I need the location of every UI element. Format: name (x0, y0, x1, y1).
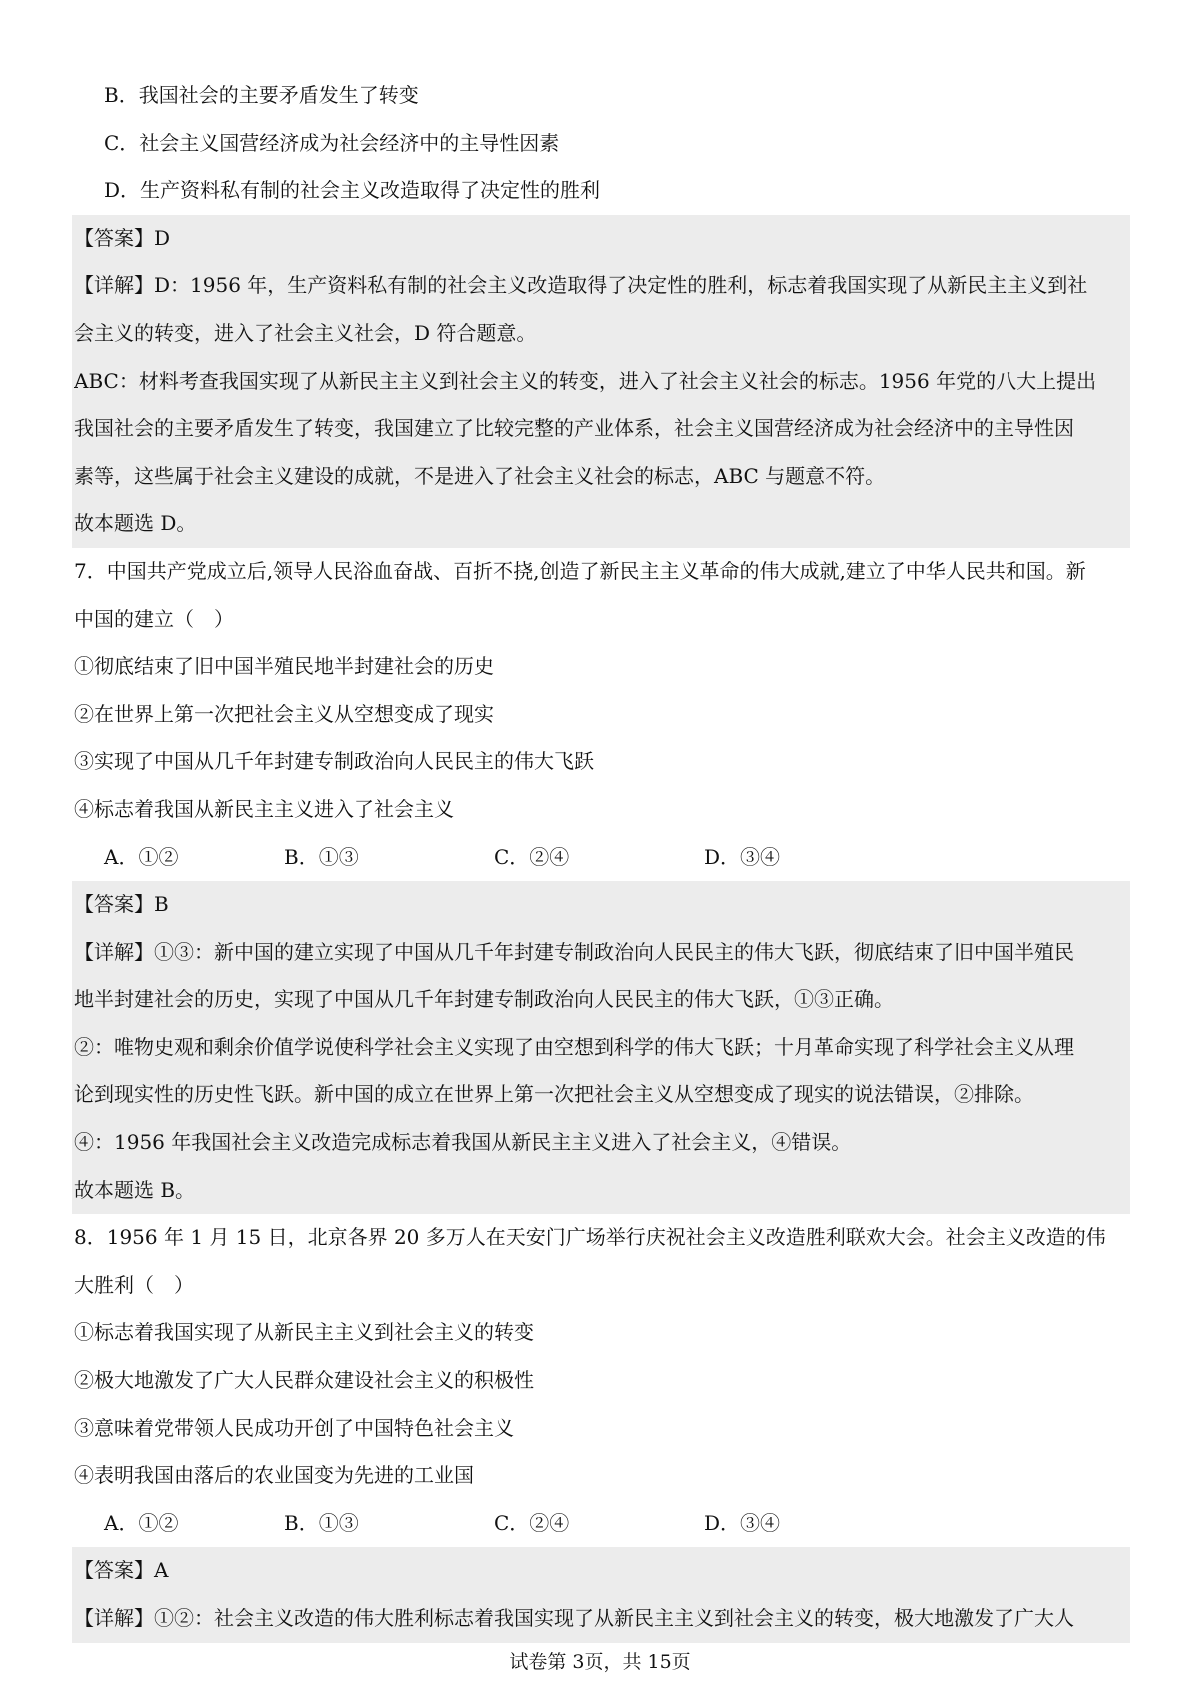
q7-detail-line: 故本题选 B。 (74, 1177, 196, 1202)
q6-answer: 【答案】D (74, 225, 171, 250)
q8-choice-c: C．②④ (494, 1510, 570, 1535)
q7-detail-line: 【详解】①③：新中国的建立实现了中国从几千年封建专制政治向人民民主的伟大飞跃，彻底结束了旧中国半殖民 (74, 939, 1074, 964)
q8-item: ④表明我国由落后的农业国变为先进的工业国 (74, 1463, 474, 1488)
q7-choice-a: A．①② (104, 844, 179, 869)
q7-item: ④标志着我国从新民主主义进入了社会主义 (74, 796, 454, 821)
q7-item: ③实现了中国从几千年封建专制政治向人民民主的伟大飞跃 (74, 749, 594, 774)
q7-answer: 【答案】B (74, 892, 169, 917)
q6-answer-block (72, 215, 1130, 548)
q8-stem: 大胜利（ ） (74, 1272, 194, 1297)
page-footer: 试卷第 3页，共 15页 (509, 1651, 691, 1673)
q7-item: ①彻底结束了旧中国半殖民地半封建社会的历史 (74, 654, 494, 679)
q6-detail-line: 我国社会的主要矛盾发生了转变，我国建立了比较完整的产业体系，社会主义国营经济成为社会经济中的主导性因 (74, 416, 1074, 441)
q7-detail-line: 论到现实性的历史性飞跃。新中国的成立在世界上第一次把社会主义从空想变成了现实的说法错误，②排除。 (74, 1082, 1034, 1107)
q7-choice-b: B．①③ (284, 844, 359, 869)
q7-choices (74, 834, 1130, 882)
q7-choice-c: C．②④ (494, 844, 570, 869)
q8-item: ③意味着党带领人民成功开创了中国特色社会主义 (74, 1415, 514, 1440)
q8-stem: 8．1956 年 1 月 15 日，北京各界 20 多万人在天安门广场举行庆祝社会主义改造胜利联欢大会。社会主义改造的伟 (74, 1225, 1106, 1250)
q8-choice-d: D．③④ (704, 1510, 781, 1535)
q7-detail-line: ②：唯物史观和剩余价值学说使科学社会主义实现了由空想到科学的伟大飞跃；十月革命实现了科学社会主义从理 (74, 1034, 1074, 1059)
q6-option-b: B．我国社会的主要矛盾发生了转变 (104, 83, 419, 107)
q6-detail-line: ABC：材料考查我国实现了从新民主主义到社会主义的转变，进入了社会主义社会的标志。1956 年党的八大上提出 (74, 368, 1097, 393)
q8-item: ②极大地激发了广大人民群众建设社会主义的积极性 (74, 1368, 534, 1393)
q8-item: ①标志着我国实现了从新民主主义到社会主义的转变 (74, 1320, 534, 1345)
q6-detail-line: 会主义的转变，进入了社会主义社会，D 符合题意。 (74, 320, 537, 345)
q8-answer-block (72, 1547, 1130, 1642)
q6-option-c: C．社会主义国营经济成为社会经济中的主导性因素 (104, 130, 560, 155)
q6-option-d: D．生产资料私有制的社会主义改造取得了决定性的胜利 (104, 178, 601, 203)
q7-detail-line: ④：1956 年我国社会主义改造完成标志着我国从新民主主义进入了社会主义，④错误。 (74, 1130, 852, 1155)
q6-detail-line: 素等，这些属于社会主义建设的成就，不是进入了社会主义社会的标志，ABC 与题意不符。 (74, 463, 886, 488)
q8-detail-line: 【详解】①②：社会主义改造的伟大胜利标志着我国实现了从新民主主义到社会主义的转变，极大地激发了广大人 (74, 1606, 1074, 1630)
q7-choice-d: D．③④ (704, 844, 781, 869)
q7-answer-block (72, 881, 1130, 1214)
q7-item: ②在世界上第一次把社会主义从空想变成了现实 (74, 701, 494, 726)
q8-choices (74, 1500, 1130, 1548)
q8-choice-a: A．①② (104, 1510, 179, 1535)
q7-stem: 中国的建立（ ） (74, 606, 234, 631)
q6-detail-line: 故本题选 D。 (74, 511, 197, 536)
q6-detail-line: 【详解】D：1956 年，生产资料私有制的社会主义改造取得了决定性的胜利，标志着我国实现了从新民主主义到社 (74, 273, 1088, 298)
q8-answer: 【答案】A (74, 1558, 169, 1583)
q7-detail-line: 地半封建社会的历史，实现了中国从几千年封建专制政治向人民民主的伟大飞跃，①③正确。 (74, 987, 894, 1012)
q7-stem: 7．中国共产党成立后,领导人民浴血奋战、百折不挠,创造了新民主主义革命的伟大成就,建立了中华人民共和国。新 (74, 558, 1086, 583)
page-content (74, 72, 1130, 1643)
q8-choice-b: B．①③ (284, 1510, 359, 1535)
